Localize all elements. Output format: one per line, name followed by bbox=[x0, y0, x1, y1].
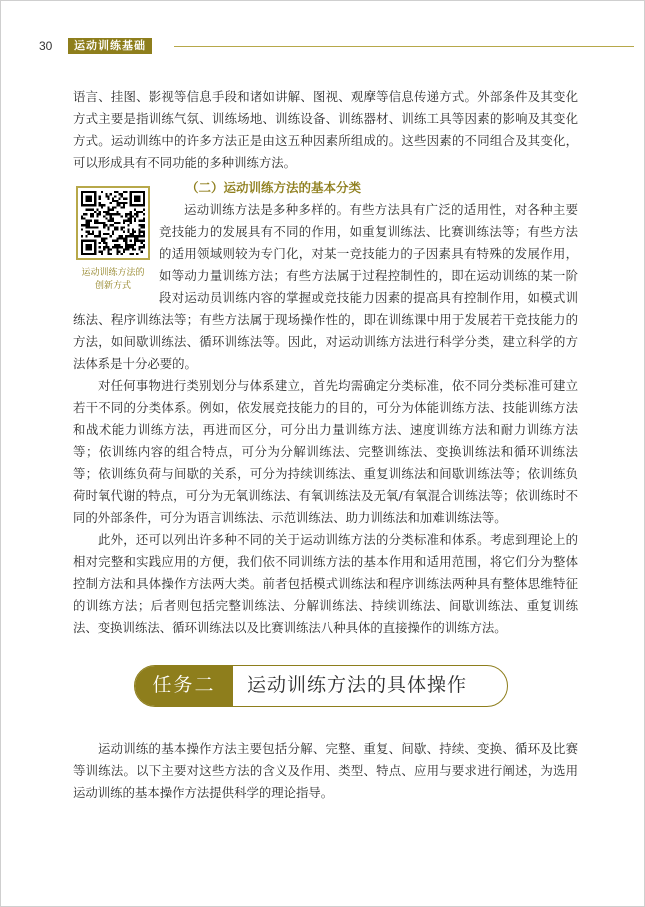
paragraph-4: 此外，还可以列出许多种不同的关于运动训练方法的分类标准和体系。考虑到理论上的相对完整和实践应用的方便，我们依不同训练方法的基本作用和适用范围，将它们分为整体控制方法和具体操作方法两大类。前者包括模式训练法和程序训练法两种具有整体思维特征的训练方法；后者则包括完整训练法、分解训练法、持续训练法、间歇训练法、重复训练法、变换训练法、循环训练法以及比赛训练法八种具体的直接操作的训练方法。 bbox=[73, 532, 578, 635]
paragraph-2: 运动训练方法是多种多样的。有些方法具有广泛的适用性，对各种主要竞技能力的发展具有不同的作用，如重复训练法、比赛训练法等；有些方法的适用领域则较为专门化，对某一竞技能力的子因素具有特殊的发展作用，如等动力量训练方法；有些方法属于过程控制性的，即在运动训练的某一阶段对运动员训练内容的掌握或竞技能力因素的提高具有控制作用，如模式训练法、程序训练法等；有些方法属于现场操作性的，即在训练课中用于发展若干竞技能力的方法，如间歇训练法、循环训练法等。因此，对运动训练方法进行科学分类，建立科学的方法体系是十分必要的。 bbox=[73, 202, 578, 371]
book-title-tag: 运动训练基础 bbox=[68, 38, 152, 54]
qr-caption-line-1: 运动训练方法的 bbox=[81, 268, 145, 278]
task-title: 运动训练方法的具体操作 bbox=[247, 674, 468, 696]
paragraph-5: 运动训练的基本操作方法主要包括分解、完整、重复、间歇、持续、变换、循环及比赛等训练法。以下主要对这些方法的含义及作用、类型、特点、应用与要求进行阐述，为选用运动训练的基本操作方法提供科学的理论指导。 bbox=[73, 741, 578, 800]
section-subheading: （二）运动训练方法的基本分类 bbox=[186, 180, 362, 195]
qr-caption-line-2: 创新方式 bbox=[94, 281, 131, 291]
header-rule bbox=[174, 46, 634, 47]
paragraph-1: 语言、挂图、影视等信息手段和诸如讲解、图视、观摩等信息传递方式。外部条件及其变化方式主要是指训练气氛、训练场地、训练设备、训练器材、训练工具等因素的影响及其变化方式。运动训练中的许多方法正是由这五种因素所组成的。这些因素的不同组合及其变化，可以形成具有不同功能的多种训练方法。 bbox=[73, 89, 578, 170]
task-label: 任务二 bbox=[135, 666, 233, 706]
running-header bbox=[12, 38, 633, 54]
page-number: 30 bbox=[39, 39, 53, 53]
task-banner bbox=[134, 665, 508, 707]
paragraph-2-wrap bbox=[73, 199, 578, 375]
qr-float-spacer bbox=[73, 199, 159, 309]
paragraph-3: 对任何事物进行类别划分与体系建立，首先均需确定分类标准，依不同分类标准可建立若干不同的分类体系。例如，依发展竞技能力的目的，可分为体能训练方法、技能训练方法和战术能力训练方法，再进而区分，可分出力量训练方法、速度训练方法和耐力训练方法等；依训练内容的组合特点，可分为分解训练法、完整训练法、变换训练法和循环训练法等；依训练负荷与间歇的关系，可分为持续训练法、重复训练法和间歇训练法等；依训练负荷时氧代谢的特点，可分为无氧训练法、有氧训练法及无氧/有氧混合训练法等；依训练时不同的外部条件，可分为语言训练法、示范训练法、助力训练法和加难训练法等。 bbox=[73, 378, 578, 525]
